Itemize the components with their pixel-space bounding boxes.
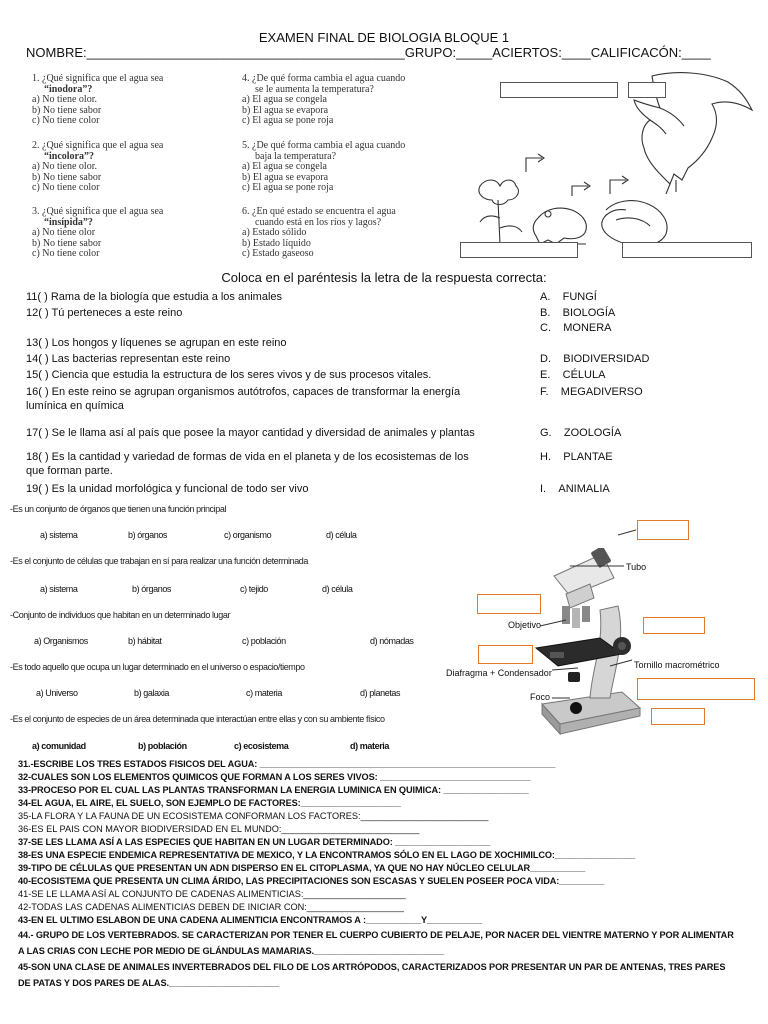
label-tornillo: Tornillo macrométrico bbox=[634, 660, 720, 670]
mc-option[interactable]: c) El agua se pone roja bbox=[242, 182, 334, 194]
matching-item[interactable]: 16( ) En este reino se agrupan organismos autótrofos, capaces de transformar la energía lumínica en química bbox=[26, 386, 461, 412]
options-question: -Es el conjunto de células que trabajan en sí para realizar una función determinada bbox=[10, 556, 309, 566]
matching-item[interactable]: 14( ) Las bacterias representan este reino bbox=[26, 353, 231, 365]
options-question: -Conjunto de individuos que habitan en un determinado lugar bbox=[10, 610, 231, 620]
option[interactable]: d) célula bbox=[326, 530, 357, 540]
question-31[interactable]: 31.-ESCRIBE LOS TRES ESTADOS FISICOS DEL AGUA: ___________________________________________________________ bbox=[18, 759, 556, 769]
mc-option[interactable]: c) Estado gaseoso bbox=[242, 248, 314, 260]
option[interactable]: b) galaxia bbox=[134, 688, 170, 698]
mc-option[interactable]: a) El agua se congela bbox=[242, 161, 327, 173]
answer-box-4[interactable] bbox=[622, 242, 752, 258]
question-42[interactable]: 42-TODAS LAS CADENAS ALIMENTICIAS DEBEN DE INICIAR CON:___________________ bbox=[18, 902, 404, 912]
options-question: -Es un conjunto de órganos que tienen una función principal bbox=[10, 504, 227, 514]
question-43[interactable]: 43-EN EL ULTIMO ESLABON DE UNA CADENA ALIMENTICIA ENCONTRAMOS A :___________Y___________ bbox=[18, 915, 483, 925]
question-40[interactable]: 40-ECOSISTEMA QUE PRESENTA UN CLIMA ÁRIDO, LAS PRECIPITACIONES SON ESCASAS Y SUELEN POSEER POCA VIDA:_________ bbox=[18, 876, 605, 886]
question-39[interactable]: 39-TIPO DE CÉLULAS QUE PRESENTAN UN ADN DISPERSO EN EL CITOPLASMA, YA QUE NO HAY NÚCLEO CELULAR___________ bbox=[18, 863, 586, 873]
matching-item[interactable]: 13( ) Los hongos y líquenes se agrupan en este reino bbox=[26, 337, 287, 349]
answer-option: B. BIOLOGÍA bbox=[540, 307, 616, 319]
answer-option: C. MONERA bbox=[540, 322, 612, 334]
mc-question-5: 5. ¿De qué forma cambia el agua cuando baja la temperatura? a) El agua se congela b) El agua se evapora c) El agua se pone roja bbox=[242, 140, 406, 194]
flower-icon bbox=[479, 180, 519, 205]
question-32[interactable]: 32-CUALES SON LOS ELEMENTOS QUIMICOS QUE FORMAN A LOS SERES VIVOS: ______________________________ bbox=[18, 772, 531, 782]
matching-item[interactable]: 17( ) Se le llama así al país que posee la mayor cantidad y diversidad de animales y plantas bbox=[26, 427, 475, 439]
option[interactable]: d) nómadas bbox=[370, 636, 414, 646]
option[interactable]: c) organismo bbox=[224, 530, 272, 540]
mc-option[interactable]: c) No tiene color bbox=[32, 182, 100, 194]
answer-option: E. CÉLULA bbox=[540, 369, 606, 381]
matching-item[interactable]: 12( ) Tú perteneces a este reino bbox=[26, 307, 183, 319]
question-37[interactable]: 37-SE LES LLAMA ASÍ A LAS ESPECIES QUE HABITAN EN UN LUGAR DETERMINADO: ___________________ bbox=[18, 837, 491, 847]
mc-option[interactable]: a) No tiene olor bbox=[32, 227, 96, 239]
food-chain-drawing bbox=[456, 68, 756, 268]
answer-option: I. ANIMALIA bbox=[540, 483, 610, 495]
student-info-line[interactable]: NOMBRE:____________________________________________GRUPO:_____ACIERTOS:____CALIFICACÓN:____ bbox=[26, 45, 711, 60]
options-question: -Es todo aquello que ocupa un lugar determinado en el universo o espacio/tiempo bbox=[10, 662, 305, 672]
mc-option[interactable]: c) No tiene color bbox=[32, 115, 100, 127]
mc-option[interactable]: c) El agua se pone roja bbox=[242, 115, 334, 127]
answer-option: D. BIODIVERSIDAD bbox=[540, 353, 650, 365]
answer-option: A. FUNGÍ bbox=[540, 291, 597, 303]
mc-option[interactable]: a) Estado sólido bbox=[242, 227, 307, 239]
matching-item[interactable]: 11( ) Rama de la biología que estudia a los animales bbox=[26, 291, 283, 303]
label-diafragma: Diafragma + Condensador bbox=[446, 668, 552, 678]
mc-question-1: 1. ¿Qué significa que el agua sea “inodora”? a) No tiene olor. b) No tiene sabor c) No tiene color bbox=[32, 73, 164, 127]
option[interactable]: c) ecosistema bbox=[234, 741, 289, 751]
matching-item[interactable]: 19( ) Es la unidad morfológica y funcional de todo ser vivo bbox=[26, 483, 309, 495]
frog-icon bbox=[533, 208, 586, 244]
option[interactable]: b) órganos bbox=[132, 584, 172, 594]
option[interactable]: d) planetas bbox=[360, 688, 401, 698]
mc-question-4: 4. ¿De qué forma cambia el agua cuando se le aumenta la temperatura? a) El agua se congela b) El agua se evapora c) El agua se pone roja bbox=[242, 73, 406, 127]
matching-item[interactable]: 15( ) Ciencia que estudia la estructura de los seres vivos y de sus procesos vitales. bbox=[26, 369, 432, 381]
option[interactable]: b) órganos bbox=[128, 530, 168, 540]
mc-option[interactable]: b) El agua se evapora bbox=[242, 104, 329, 116]
question-36[interactable]: 36-ES EL PAIS CON MAYOR BIODIVERSIDAD EN EL MUNDO:___________________________ bbox=[18, 824, 420, 834]
mc-option[interactable]: a) No tiene olor. bbox=[32, 94, 97, 106]
answer-box-2[interactable] bbox=[628, 82, 666, 98]
answer-option: G. ZOOLOGÍA bbox=[540, 427, 622, 439]
option[interactable]: d) materia bbox=[350, 741, 390, 751]
answer-option: H. PLANTAE bbox=[540, 451, 613, 463]
mc-option[interactable]: a) No tiene olor. bbox=[32, 161, 97, 173]
mc-question-6: 6. ¿En qué estado se encuentra el agua cuando está en los ríos y lagos? a) Estado sólido b) Estado líquido c) Estado gaseoso bbox=[242, 206, 396, 260]
mc-option[interactable]: b) Estado líquido bbox=[242, 237, 311, 249]
option[interactable]: b) hábitat bbox=[128, 636, 162, 646]
label-foco: Foco bbox=[530, 692, 551, 702]
exam-title: EXAMEN FINAL DE BIOLOGIA BLOQUE 1 bbox=[258, 30, 510, 45]
question-41[interactable]: 41-SE LE LLAMA ASÍ AL CONJUNTO DE CADENAS ALIMENTICIAS:____________________ bbox=[18, 889, 406, 899]
mc-option[interactable]: b) No tiene sabor bbox=[32, 171, 102, 183]
mc-option[interactable]: b) El agua se evapora bbox=[242, 171, 329, 183]
option[interactable]: c) tejido bbox=[240, 584, 268, 594]
question-38[interactable]: 38-ES UNA ESPECIE ENDEMICA REPRESENTATIVA DE MEXICO, Y LA ENCONTRAMOS SÓLO EN EL LAGO DE XOCHIMILCO:________________ bbox=[18, 850, 636, 860]
mc-option[interactable]: c) No tiene color bbox=[32, 248, 100, 260]
option[interactable]: d) célula bbox=[322, 584, 353, 594]
question-44[interactable]: 44.- GRUPO DE LOS VERTEBRADOS. SE CARACTERIZAN POR TENER EL CUERPO CUBIERTO DE PELAJE, POR NACER DEL VIENTRE MATERNO Y POR ALIMENTAR A LAS CRIAS CON LECHE POR MEDIO DE GLÁNDULAS MAMARIAS.__________________________ bbox=[18, 930, 734, 956]
mc-question-2: 2. ¿Qué significa que el agua sea “incolora”? a) No tiene olor. b) No tiene sabor c) No tiene color bbox=[32, 140, 164, 194]
open-questions bbox=[18, 758, 734, 991]
question-45[interactable]: 45-SON UNA CLASE DE ANIMALES INVERTEBRADOS DEL FILO DE LOS ARTRÓPODOS, CARACTERIZADOS POR PRESENTAR UN PAR DE ANTENAS, TRES PARES DE PATAS Y DOS PARES DE ALAS.______________________ bbox=[18, 962, 726, 988]
label-tubo: Tubo bbox=[626, 562, 647, 572]
mc-option[interactable]: a) El agua se congela bbox=[242, 94, 327, 106]
mc-option[interactable]: b) No tiene sabor bbox=[32, 237, 102, 249]
answer-option: F. MEGADIVERSO bbox=[540, 386, 643, 398]
food-chain-illustration bbox=[456, 68, 756, 268]
label-objetivo: Objetivo bbox=[508, 620, 542, 630]
matching-item[interactable]: 18( ) Es la cantidad y variedad de formas de vida en el planeta y de los ecosistemas de los que forman parte. bbox=[26, 451, 469, 477]
option[interactable]: a) sistema bbox=[40, 530, 78, 540]
option[interactable]: a) Organismos bbox=[34, 636, 88, 646]
question-33[interactable]: 33-PROCESO POR EL CUAL LAS PLANTAS TRANSFORMAN LA ENERGIA LUMINICA EN QUIMICA: _________________ bbox=[18, 785, 529, 795]
mc-option[interactable]: b) No tiene sabor bbox=[32, 104, 102, 116]
question-34[interactable]: 34-EL AGUA, EL AIRE, EL SUELO, SON EJEMPLO DE FACTORES:____________________ bbox=[18, 798, 401, 808]
option[interactable]: c) materia bbox=[246, 688, 283, 698]
mc-question-3: 3. ¿Qué significa que el agua sea “insípida”? a) No tiene olor b) No tiene sabor c) No tiene color bbox=[32, 206, 164, 260]
option[interactable]: c) población bbox=[242, 636, 286, 646]
option[interactable]: a) comunidad bbox=[32, 741, 86, 751]
options-question: -Es el conjunto de especies de un área determinada que interactúan entre ellas y con su ambiente físico bbox=[10, 714, 385, 724]
snake-icon bbox=[602, 201, 667, 246]
answer-box-1[interactable] bbox=[500, 82, 618, 98]
question-35[interactable]: 35-LA FLORA Y LA FAUNA DE UN ECOSISTEMA CONFORMAN LOS FACTORES:_________________________ bbox=[18, 811, 489, 821]
answer-box-3[interactable] bbox=[460, 242, 578, 258]
microscope-pointer-lines bbox=[440, 520, 760, 720]
option[interactable]: a) Universo bbox=[36, 688, 78, 698]
matching-instruction: Coloca en el paréntesis la letra de la respuesta correcta: bbox=[221, 270, 547, 285]
option[interactable]: a) sistema bbox=[40, 584, 78, 594]
option[interactable]: b) población bbox=[138, 741, 187, 751]
